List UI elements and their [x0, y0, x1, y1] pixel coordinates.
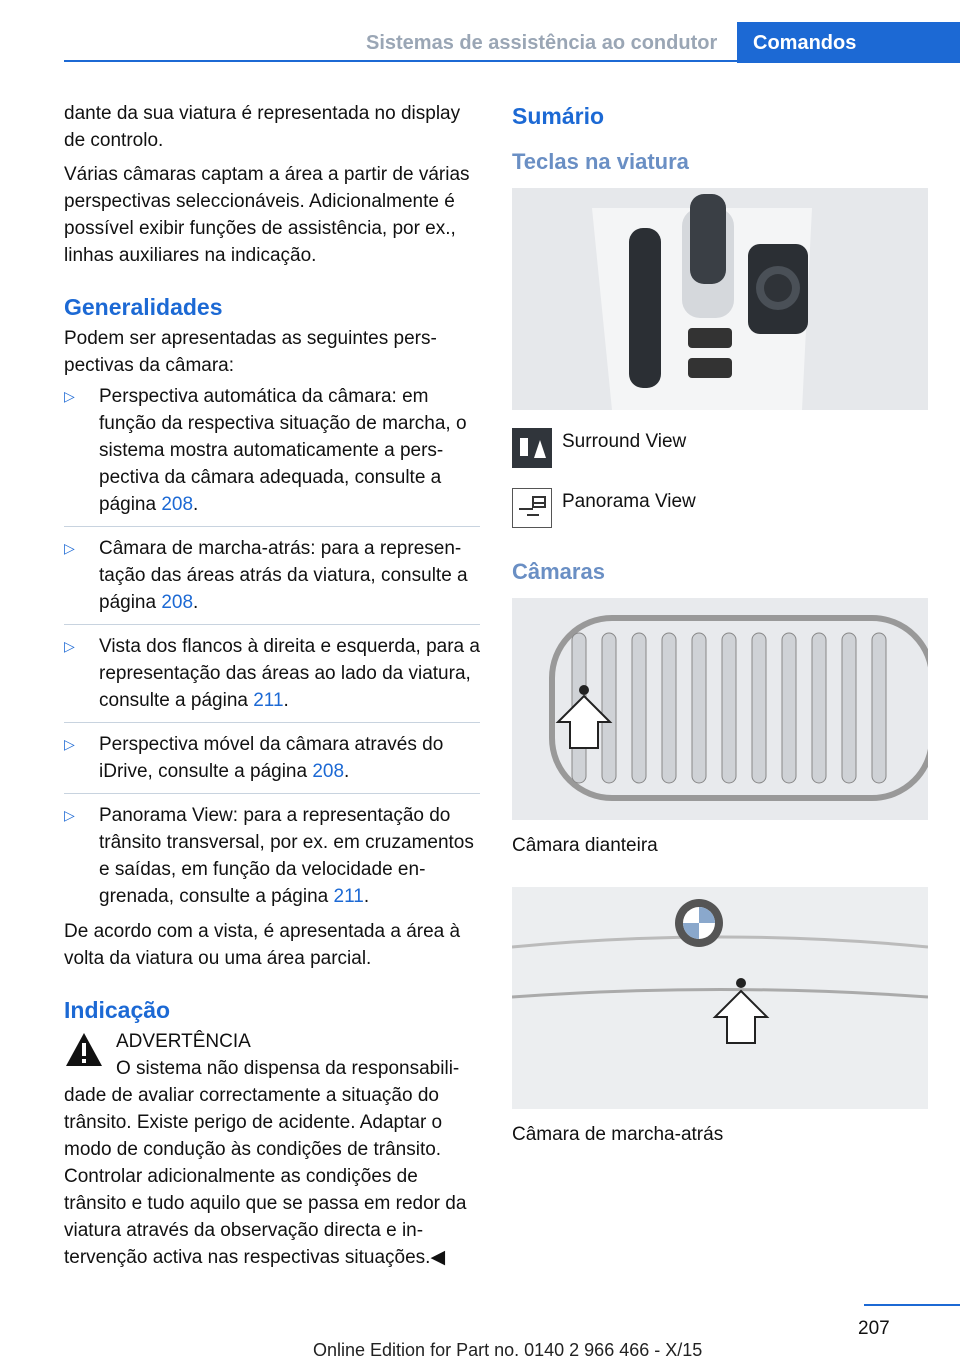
indicacao-heading: Indicação [64, 997, 171, 1023]
left-column [64, 100, 480, 1271]
page-link[interactable]: 208 [161, 494, 194, 515]
page-header [0, 0, 960, 64]
sumario-heading: Sumário [512, 103, 605, 129]
warning-block [64, 1028, 480, 1271]
surround-view-label: Surround View [562, 431, 687, 452]
front-camera-caption: Câmara dianteira [512, 835, 658, 856]
triangle-bullet-icon: ▷ [64, 638, 75, 654]
intro-paragraph-2: Várias câmaras captam a área a partir de várias perspectivas seleccionáveis. Adicionalmente é possível exibir funções de assistência, por ex., linhas auxiliares na indicação. [64, 164, 470, 266]
generalidades-heading: Generalidades [64, 294, 223, 320]
header-tab-comandos[interactable] [737, 22, 960, 63]
list-item: ▷ Perspectiva automática da câmara: em função da respectiva situação de marcha, o sistema mostra automaticamente a perspectiva da câmara adequada, consulte a página 208. [64, 383, 480, 518]
page-link[interactable]: 208 [312, 761, 345, 782]
triangle-bullet-icon: ▷ [64, 807, 75, 823]
page-number: 207 [858, 1318, 890, 1339]
surround-view-row [512, 428, 928, 478]
warning-icon [64, 1030, 104, 1070]
cameras-heading: Câmaras [512, 559, 605, 584]
list-item: ▷ Panorama View: para a representação do trânsito transversal, por ex. em cruzamentos e saídas, em função da velocidade engrenada, consulte a página 211. [64, 793, 480, 910]
panorama-view-icon [512, 488, 552, 528]
generalidades-intro: Podem ser apresentadas as seguintes perspectivas da câmara: [64, 328, 437, 376]
right-column [512, 98, 928, 1176]
triangle-bullet-icon: ▷ [64, 388, 75, 404]
perspectives-list [64, 383, 480, 910]
panorama-view-label: Panorama View [562, 491, 696, 512]
header-section-title: Sistemas de assistência ao condutor [366, 32, 718, 54]
footer-edition: Online Edition for Part no. 0140 2 966 466 - X/15 [313, 1340, 703, 1360]
triangle-bullet-icon: ▷ [64, 540, 75, 556]
header-rule [64, 60, 960, 62]
front-camera-photo [512, 598, 928, 820]
list-item: ▷ Perspectiva móvel da câmara através do iDrive, consulte a página 208. [64, 722, 480, 785]
console-buttons-photo [512, 188, 928, 410]
rear-camera-caption: Câmara de marcha-atrás [512, 1124, 724, 1145]
rear-camera-photo [512, 887, 928, 1109]
teclas-heading: Teclas na viatura [512, 149, 689, 174]
surround-view-icon [512, 428, 552, 468]
list-item: ▷ Câmara de marcha-atrás: para a representação das áreas atrás da viatura, consulte a página 208. [64, 526, 480, 616]
intro-paragraph-1: dante da sua viatura é representada no display de controlo. [64, 103, 461, 151]
page-link[interactable]: 211 [333, 886, 364, 907]
page-link[interactable]: 211 [253, 690, 284, 711]
warning-text: O sistema não dispensa da responsabilidade de avaliar correctamente a situação do trânsito. Existe perigo de acidente. Adaptar o modo de condução às condições de trânsito. Controlar adicionalmente as condições de trânsito e tudo aquilo que se passa em redor da viatura através da observação directa e intervenção activa nas respectivas situações.◀ [64, 1058, 467, 1268]
triangle-bullet-icon: ▷ [64, 736, 75, 752]
list-item: ▷ Vista dos flancos à direita e esquerda, para a representação das áreas ao lado da viatura, consulte a página 211. [64, 624, 480, 714]
warning-title: ADVERTÊNCIA [116, 1031, 251, 1052]
page-link[interactable]: 208 [161, 592, 194, 613]
footer-rule [864, 1304, 960, 1306]
after-list-paragraph: De acordo com a vista, é apresentada a área à volta da viatura ou uma área parcial. [64, 921, 461, 969]
header-tab-label: Comandos [753, 32, 857, 54]
panorama-view-row [512, 488, 928, 538]
